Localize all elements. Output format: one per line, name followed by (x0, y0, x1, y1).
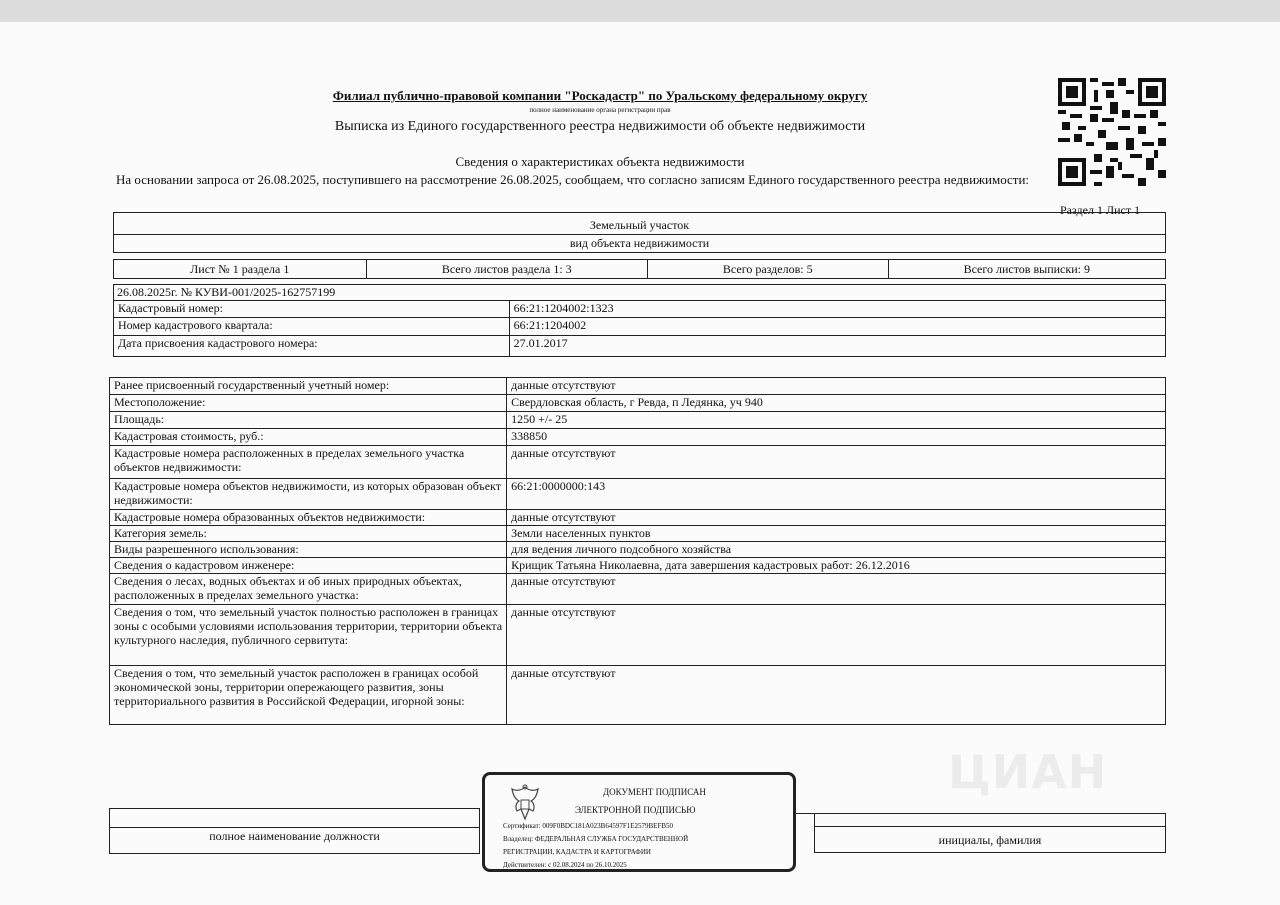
field-value: Крищик Татьяна Николаевна, дата завершения кадастровых работ: 26.12.2016 (507, 558, 1166, 574)
table-row (110, 542, 1166, 558)
org-subtitle: полное наименование органа регистрации прав (529, 106, 671, 114)
field-label: Виды разрешенного использования: (110, 542, 507, 558)
field-label: Сведения о том, что земельный участок расположен в границах особой экономической зоны, территории опережающего развития, зоны территориального развития в Российской Федерации, игорной зоны: (110, 666, 507, 725)
field-label: Кадастровые номера образованных объектов недвижимости: (110, 510, 507, 526)
identifiers-table (113, 300, 1166, 357)
certificate-validity: Действителен: с 02.08.2024 по 26.10.2025 (503, 861, 627, 869)
viewer-top-bar (0, 0, 1280, 22)
table-row (110, 558, 1166, 574)
position-label: полное наименование должности (209, 829, 380, 843)
intro-text: На основании запроса от 26.08.2025, поступившего на рассмотрение 26.08.2025, сообщаем, что согласно записям Единого государственного реестра недвижимости: (116, 172, 1030, 187)
watermark: ЦИАН (948, 745, 1108, 799)
electronic-signature-stamp (482, 772, 796, 872)
table-row (110, 574, 1166, 605)
table-row (114, 336, 1166, 357)
document-reference: 26.08.2025г. № КУВИ-001/2025-162757199 (113, 284, 1166, 301)
certificate-owner: РЕГИСТРАЦИИ, КАДАСТРА И КАРТОГРАФИИ (503, 848, 651, 856)
field-label: Сведения о лесах, водных объектах и об иных природных объектах, расположенных в пределах земельного участка: (110, 574, 507, 605)
field-value: 66:21:0000000:143 (507, 479, 1166, 510)
stamp-line: ДОКУМЕНТ ПОДПИСАН (603, 787, 706, 797)
field-value: данные отсутствуют (507, 378, 1166, 395)
field-value: 66:21:1204002 (509, 318, 1165, 336)
field-value: данные отсутствуют (507, 510, 1166, 526)
field-value: Земли населенных пунктов (507, 526, 1166, 542)
field-value: 66:21:1204002:1323 (509, 301, 1165, 318)
field-label: Кадастровые номера расположенных в пределах земельного участка объектов недвижимости: (110, 446, 507, 479)
table-row (110, 429, 1166, 446)
table-row (110, 666, 1166, 725)
field-label: Категория земель: (110, 526, 507, 542)
signature-line (796, 813, 814, 814)
field-label: Сведения о том, что земельный участок полностью расположен в границах зоны с особыми условиями использования территории, территории объекта культурного наследия, публичного сервитута: (110, 605, 507, 666)
sheets-row (113, 259, 1166, 279)
table-row (110, 479, 1166, 510)
field-label: Номер кадастрового квартала: (114, 318, 510, 336)
sheets-in-section: Всего листов раздела 1: 3 (367, 260, 648, 278)
name-label: инициалы, фамилия (938, 833, 1042, 847)
position-signature-field (109, 808, 480, 854)
document-title: Выписка из Единого государственного реестра недвижимости об объекте недвижимости (334, 119, 866, 134)
table-row (110, 526, 1166, 542)
field-label: Кадастровые номера объектов недвижимости, из которых образован объект недвижимости: (110, 479, 507, 510)
field-value: 1250 +/- 25 (507, 412, 1166, 429)
table-row (114, 318, 1166, 336)
field-label: Сведения о кадастровом инженере: (110, 558, 507, 574)
field-value: Свердловская область, г Ревда, п Ледянка, уч 940 (507, 395, 1166, 412)
section-label: Раздел 1 Лист 1 (1060, 203, 1141, 217)
object-type: Земельный участок (589, 218, 690, 232)
field-label: Кадастровый номер: (114, 301, 510, 318)
sections-total: Всего разделов: 5 (648, 260, 889, 278)
table-row (110, 412, 1166, 429)
field-value: 338850 (507, 429, 1166, 446)
table-row (110, 510, 1166, 526)
field-value: данные отсутствуют (507, 574, 1166, 605)
document-subtitle: Сведения о характеристиках объекта недвижимости (455, 154, 745, 169)
sheet-number: Лист № 1 раздела 1 (114, 260, 367, 278)
certificate-number: Сертификат: 009F0BDC181A023B64597F1E2579BEFB50 (503, 822, 674, 830)
signature-line (110, 827, 479, 828)
table-row (114, 301, 1166, 318)
field-label: Дата присвоения кадастрового номера: (114, 336, 510, 357)
sheets-in-extract: Всего листов выписки: 9 (963, 262, 1090, 276)
table-row (110, 605, 1166, 666)
signature-line (815, 826, 1165, 827)
field-label: Площадь: (110, 412, 507, 429)
field-label: Ранее присвоенный государственный учетный номер: (110, 378, 507, 395)
table-row (110, 378, 1166, 395)
certificate-owner: Владелец: ФЕДЕРАЛЬНАЯ СЛУЖБА ГОСУДАРСТВЕННОЙ (503, 835, 689, 843)
name-signature-field (814, 813, 1166, 853)
field-label: Кадастровая стоимость, руб.: (110, 429, 507, 446)
coat-of-arms-icon (507, 783, 543, 823)
field-label: Местоположение: (110, 395, 507, 412)
qr-code-icon (1058, 78, 1166, 186)
field-value: данные отсутствуют (507, 446, 1166, 479)
characteristics-table (109, 377, 1166, 725)
field-value: данные отсутствуют (507, 666, 1166, 725)
field-value: данные отсутствуют (507, 605, 1166, 666)
field-value: 27.01.2017 (509, 336, 1165, 357)
object-type-caption: вид объекта недвижимости (569, 236, 710, 250)
table-row (110, 446, 1166, 479)
object-type-box (113, 212, 1166, 236)
table-row (110, 395, 1166, 412)
object-type-caption-box (113, 234, 1166, 253)
field-value: для ведения личного подсобного хозяйства (507, 542, 1166, 558)
org-name: Филиал публично-правовой компании "Роскадастр" по Уральскому федеральному округу (332, 88, 868, 103)
stamp-line: ЭЛЕКТРОННОЙ ПОДПИСЬЮ (575, 805, 696, 815)
